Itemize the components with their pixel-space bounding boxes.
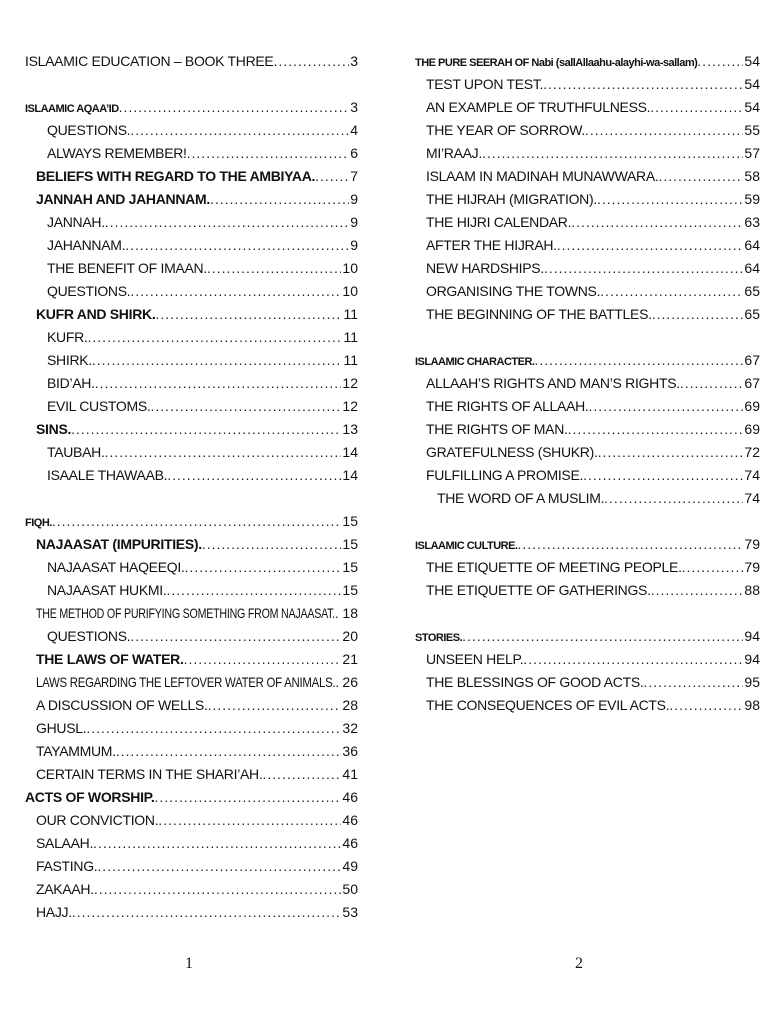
toc-entry-title: ISAALE THAWAAB. [47, 467, 168, 483]
leader-dots [583, 464, 743, 487]
toc-entry-title: SINS. [36, 421, 72, 437]
toc-entry[interactable] [25, 694, 358, 717]
toc-entry-title: TEST UPON TEST. [426, 76, 544, 92]
toc-entry-page: 54 [744, 76, 760, 92]
toc-entry-page: 4 [350, 122, 358, 138]
toc-entry-title: THE CONSEQUENCES OF EVIL ACTS. [426, 697, 670, 713]
toc-entry[interactable] [25, 372, 358, 395]
toc-entry-page: 14 [342, 467, 358, 483]
toc-entry[interactable] [415, 441, 760, 464]
leader-dots [600, 280, 743, 303]
toc-entry-title: UNSEEN HELP. [426, 651, 524, 667]
leader-dots [262, 763, 341, 786]
toc-entry[interactable] [415, 464, 760, 487]
toc-entry-title: NEW HARDSHIPS. [426, 260, 544, 276]
toc-entry-page: 74 [744, 467, 760, 483]
toc-entry-page: 88 [744, 582, 760, 598]
toc-entry-page: 9 [350, 237, 358, 253]
leader-dots [202, 533, 342, 556]
toc-entry-title: JANNAH AND JAHANNAM. [36, 191, 210, 207]
leader-dots [72, 901, 342, 924]
leader-dots [482, 142, 743, 165]
table-of-contents-left [25, 50, 358, 924]
toc-entry-title: THE ETIQUETTE OF MEETING PEOPLE. [426, 559, 682, 575]
toc-entry[interactable] [415, 372, 760, 395]
toc-entry-title: GHUSL. [36, 720, 87, 736]
toc-entry[interactable] [25, 671, 358, 694]
leader-dots [119, 96, 350, 119]
toc-entry[interactable] [415, 579, 760, 602]
toc-entry-title: KUFR. [47, 329, 88, 345]
toc-entry-page: 32 [342, 720, 358, 736]
leader-dots [644, 671, 744, 694]
leader-dots [585, 119, 743, 142]
toc-entry-page: 69 [744, 421, 760, 437]
leader-dots [557, 234, 744, 257]
toc-entry[interactable] [415, 257, 760, 280]
toc-entry[interactable] [25, 464, 358, 487]
toc-entry-page: 94 [744, 651, 760, 667]
leader-dots [597, 188, 743, 211]
toc-entry[interactable] [415, 119, 760, 142]
toc-entry[interactable] [25, 648, 358, 671]
toc-entry-page: 46 [342, 789, 358, 805]
toc-page-right [384, 0, 768, 1024]
toc-entry[interactable] [25, 349, 358, 372]
leader-dots [462, 625, 743, 648]
toc-entry[interactable] [25, 602, 358, 625]
toc-entry-page: 69 [744, 398, 760, 414]
leader-dots [207, 257, 342, 280]
toc-entry[interactable] [25, 142, 358, 165]
leader-dots [543, 73, 743, 96]
leader-dots [105, 441, 342, 464]
toc-entry-title: AFTER THE HIJRAH. [426, 237, 557, 253]
toc-entry-page: 79 [744, 536, 760, 552]
toc-entry-title: THE PURE SEERAH OF Nabi (sallAllaahu-alayhi-wa-sallam) [415, 57, 698, 69]
toc-entry-title: THE RIGHTS OF MAN. [426, 421, 568, 437]
toc-entry[interactable] [25, 878, 358, 901]
leader-dots [185, 556, 342, 579]
toc-entry-title: A DISCUSSION OF WELLS. [36, 697, 208, 713]
toc-entry-title: THE YEAR OF SORROW. [426, 122, 585, 138]
toc-entry-title: ISLAAMIC CULTURE. [415, 540, 518, 552]
toc-entry-page: 59 [744, 191, 760, 207]
toc-entry-page: 74 [744, 490, 760, 506]
leader-dots [88, 326, 343, 349]
toc-entry-page: 36 [342, 743, 358, 759]
leader-dots [208, 694, 342, 717]
toc-entry[interactable] [415, 211, 760, 234]
toc-entry-page: 50 [342, 881, 358, 897]
toc-entry-title: QUESTIONS. [47, 283, 131, 299]
toc-entry-title: THE HIJRI CALENDAR. [426, 214, 572, 230]
toc-entry-title: ALLAAH’S RIGHTS AND MAN’S RIGHTS. [426, 375, 680, 391]
toc-entry-page: 11 [343, 352, 358, 368]
toc-entry-page: 54 [744, 99, 760, 115]
toc-entry-page: 95 [744, 674, 760, 690]
toc-entry[interactable] [415, 694, 760, 717]
toc-entry-page: 10 [342, 283, 358, 299]
toc-entry-page: 11 [343, 306, 358, 322]
toc-entry-title: OUR CONVICTION. [36, 812, 159, 828]
toc-entry[interactable] [25, 303, 358, 326]
leader-dots [571, 211, 743, 234]
leader-dots [116, 740, 342, 763]
toc-entry-page: 94 [744, 628, 760, 644]
toc-entry-title: HAJJ. [36, 904, 72, 920]
toc-entry-title: THE BEGINNING OF THE BATTLES. [426, 306, 652, 322]
toc-entry-page: 6 [350, 145, 358, 161]
leader-dots [568, 418, 744, 441]
leader-dots [680, 372, 744, 395]
toc-entry-title: THE HIJRAH (MIGRATION). [426, 191, 597, 207]
toc-entry-title: ZAKAAH. [36, 881, 94, 897]
toc-entry[interactable] [415, 234, 760, 257]
toc-entry[interactable] [25, 165, 358, 188]
toc-entry-page: 46 [342, 812, 358, 828]
leader-dots [94, 878, 342, 901]
leader-dots [130, 280, 341, 303]
toc-entry-page: 67 [744, 375, 760, 391]
toc-entry[interactable] [415, 165, 760, 188]
toc-entry[interactable] [25, 809, 358, 832]
toc-entry-page: 7 [350, 168, 358, 184]
toc-entry[interactable] [415, 671, 760, 694]
toc-entry-page: 65 [744, 283, 760, 299]
leader-dots [315, 165, 349, 188]
leader-dots [650, 96, 743, 119]
toc-entry[interactable] [415, 96, 760, 119]
leader-dots [52, 510, 342, 533]
leader-dots [71, 418, 341, 441]
leader-dots [651, 579, 744, 602]
toc-entry-title: TAYAMMUM. [36, 743, 116, 759]
toc-entry[interactable] [25, 211, 358, 234]
toc-entry-title: TAUBAH. [47, 444, 105, 460]
leader-dots [105, 211, 349, 234]
leader-dots [92, 349, 343, 372]
toc-entry-title: JANNAH. [47, 214, 105, 230]
leader-dots [125, 234, 349, 257]
toc-entry-page: 3 [350, 53, 358, 69]
toc-entry-page: 58 [744, 168, 760, 184]
leader-dots [598, 441, 744, 464]
toc-entry-title: THE METHOD OF PURIFYING SOMETHING FROM NAJAASAT. [36, 605, 336, 621]
leader-dots [589, 395, 744, 418]
leader-dots [130, 625, 341, 648]
leader-dots [669, 694, 743, 717]
leader-dots [518, 533, 744, 556]
toc-entry[interactable] [415, 487, 760, 510]
toc-entry-page: 9 [350, 214, 358, 230]
toc-entry[interactable] [25, 832, 358, 855]
toc-entry-title: EVIL CUSTOMS. [47, 398, 151, 414]
toc-entry-title: STORIES. [415, 632, 463, 644]
toc-entry-page: 3 [350, 99, 358, 115]
toc-entry-page: 55 [744, 122, 760, 138]
toc-entry[interactable] [25, 257, 358, 280]
leader-dots [150, 395, 341, 418]
toc-entry-title: ISLAAM IN MADINAH MUNAWWARA. [426, 168, 659, 184]
toc-entry-page: 67 [744, 352, 760, 368]
toc-entry-page: 21 [342, 651, 358, 667]
toc-entry-page: 65 [744, 306, 760, 322]
leader-dots [97, 855, 341, 878]
toc-entry-page: 53 [342, 904, 358, 920]
toc-entry-page: 10 [342, 260, 358, 276]
toc-entry[interactable] [25, 556, 358, 579]
toc-entry-page: 20 [342, 628, 358, 644]
leader-dots [273, 50, 349, 73]
toc-entry-title: AN EXAMPLE OF TRUTHFULNESS. [426, 99, 651, 115]
toc-entry[interactable] [25, 234, 358, 257]
toc-entry-page: 57 [744, 145, 760, 161]
toc-entry-page: 98 [744, 697, 760, 713]
toc-entry-page: 64 [744, 260, 760, 276]
toc-entry-page: 63 [744, 214, 760, 230]
toc-entry[interactable] [25, 119, 358, 142]
table-of-contents-right [415, 50, 760, 717]
leader-dots [682, 556, 744, 579]
toc-entry-title: JAHANNAM. [47, 237, 126, 253]
toc-entry-title: NAJAASAT HAQEEQI. [47, 559, 185, 575]
toc-entry[interactable] [415, 142, 760, 165]
toc-entry-title: BELIEFS WITH REGARD TO THE AMBIYAA. [36, 168, 316, 184]
toc-entry-page: 13 [342, 421, 358, 437]
toc-entry-title: ORGANISING THE TOWNS. [426, 283, 601, 299]
toc-entry-title: BID’AH. [47, 375, 95, 391]
toc-entry-page: 26 [342, 674, 358, 690]
toc-entry[interactable] [25, 188, 358, 211]
leader-dots [697, 50, 743, 73]
leader-dots [604, 487, 743, 510]
toc-entry-title: NAJAASAT HUKMI. [47, 582, 167, 598]
toc-entry[interactable] [415, 556, 760, 579]
toc-entry-title: ISLAAMIC AQAA’ID [25, 103, 119, 115]
toc-entry[interactable] [415, 395, 760, 418]
leader-dots [184, 648, 342, 671]
toc-entry[interactable] [415, 418, 760, 441]
toc-entry-title: SALAAH. [36, 835, 94, 851]
toc-entry-page: 14 [342, 444, 358, 460]
toc-entry-page: 12 [342, 398, 358, 414]
leader-dots [534, 349, 743, 372]
toc-entry[interactable] [25, 510, 358, 533]
toc-entry[interactable] [25, 579, 358, 602]
leader-dots [155, 303, 342, 326]
leader-dots [544, 257, 743, 280]
toc-entry[interactable] [25, 901, 358, 924]
toc-entry-title: NAJAASAT (IMPURITIES). [36, 536, 202, 552]
toc-entry[interactable] [415, 280, 760, 303]
toc-entry[interactable] [415, 533, 760, 556]
toc-entry[interactable] [25, 786, 358, 809]
toc-entry[interactable] [415, 303, 760, 326]
toc-entry-page: 41 [342, 766, 358, 782]
toc-entry-page: 12 [342, 375, 358, 391]
leader-dots [93, 832, 341, 855]
toc-entry-page: 49 [342, 858, 358, 874]
toc-entry-page: 28 [342, 697, 358, 713]
toc-entry-title: ISLAAMIC EDUCATION – BOOK THREE [25, 53, 274, 69]
toc-entry[interactable] [415, 50, 760, 73]
leader-dots [95, 372, 342, 395]
toc-entry[interactable] [415, 188, 760, 211]
toc-entry[interactable] [25, 763, 358, 786]
leader-dots [158, 809, 341, 832]
toc-entry-page: 15 [342, 536, 358, 552]
toc-entry-page: 79 [744, 559, 760, 575]
toc-entry-title: QUESTIONS. [47, 122, 131, 138]
page-number: 2 [575, 955, 583, 972]
toc-entry[interactable] [25, 533, 358, 556]
toc-entry-page: 72 [744, 444, 760, 460]
toc-entry-title: LAWS REGARDING THE LEFTOVER WATER OF ANIMALS. [36, 674, 336, 690]
toc-entry-page: 46 [342, 835, 358, 851]
toc-entry[interactable] [25, 855, 358, 878]
toc-entry[interactable] [25, 441, 358, 464]
leader-dots [167, 464, 341, 487]
toc-entry[interactable] [25, 717, 358, 740]
leader-dots [523, 648, 743, 671]
toc-entry[interactable] [25, 280, 358, 303]
toc-entry[interactable] [25, 395, 358, 418]
toc-entry-page: 15 [342, 513, 358, 529]
toc-entry-title: THE BLESSINGS OF GOOD ACTS. [426, 674, 644, 690]
toc-entry-title: GRATEFULNESS (SHUKR). [426, 444, 598, 460]
page-number: 1 [185, 955, 193, 972]
toc-entry[interactable] [25, 326, 358, 349]
toc-entry-title: FULFILLING A PROMISE. [426, 467, 584, 483]
toc-entry-page: 15 [342, 559, 358, 575]
toc-entry[interactable] [415, 73, 760, 96]
toc-entry[interactable] [25, 96, 358, 119]
toc-entry-title: ACTS OF WORSHIP. [25, 789, 155, 805]
leader-dots [130, 119, 349, 142]
toc-entry-page: 18 [342, 605, 358, 621]
toc-entry[interactable] [25, 625, 358, 648]
leader-dots [166, 579, 341, 602]
toc-entry-page: 11 [343, 329, 358, 345]
leader-dots [658, 165, 743, 188]
toc-entry-title: THE ETIQUETTE OF GATHERINGS. [426, 582, 651, 598]
toc-entry[interactable] [415, 625, 760, 648]
toc-entry[interactable] [415, 349, 760, 372]
leader-dots [86, 717, 341, 740]
toc-entry-title: CERTAIN TERMS IN THE SHARI’AH. [36, 766, 263, 782]
toc-entry-page: 9 [350, 191, 358, 207]
toc-entry[interactable] [25, 418, 358, 441]
toc-entry-page: 15 [342, 582, 358, 598]
leader-dots [652, 303, 744, 326]
toc-entry[interactable] [25, 740, 358, 763]
toc-entry-title: QUESTIONS. [47, 628, 131, 644]
toc-entry-title: FASTING. [36, 858, 98, 874]
toc-entry[interactable] [25, 50, 358, 73]
toc-entry-title: FIQH. [25, 517, 52, 529]
leader-dots [155, 786, 342, 809]
toc-entry-title: THE BENEFIT OF IMAAN. [47, 260, 207, 276]
toc-entry-title: MI’RAAJ. [426, 145, 482, 161]
toc-entry-title: KUFR AND SHIRK. [36, 306, 156, 322]
toc-entry-title: THE LAWS OF WATER. [36, 651, 184, 667]
toc-entry-page: 54 [744, 53, 760, 69]
toc-entry-title: ISLAAMIC CHARACTER. [415, 356, 535, 368]
toc-entry-title: THE WORD OF A MUSLIM. [437, 490, 605, 506]
toc-entry-title: SHIRK. [47, 352, 92, 368]
leader-dots [210, 188, 349, 211]
leader-dots [187, 142, 350, 165]
toc-entry-title: ALWAYS REMEMBER! [47, 145, 187, 161]
toc-entry-title: THE RIGHTS OF ALLAAH. [426, 398, 589, 414]
toc-entry[interactable] [415, 648, 760, 671]
toc-entry-page: 64 [744, 237, 760, 253]
